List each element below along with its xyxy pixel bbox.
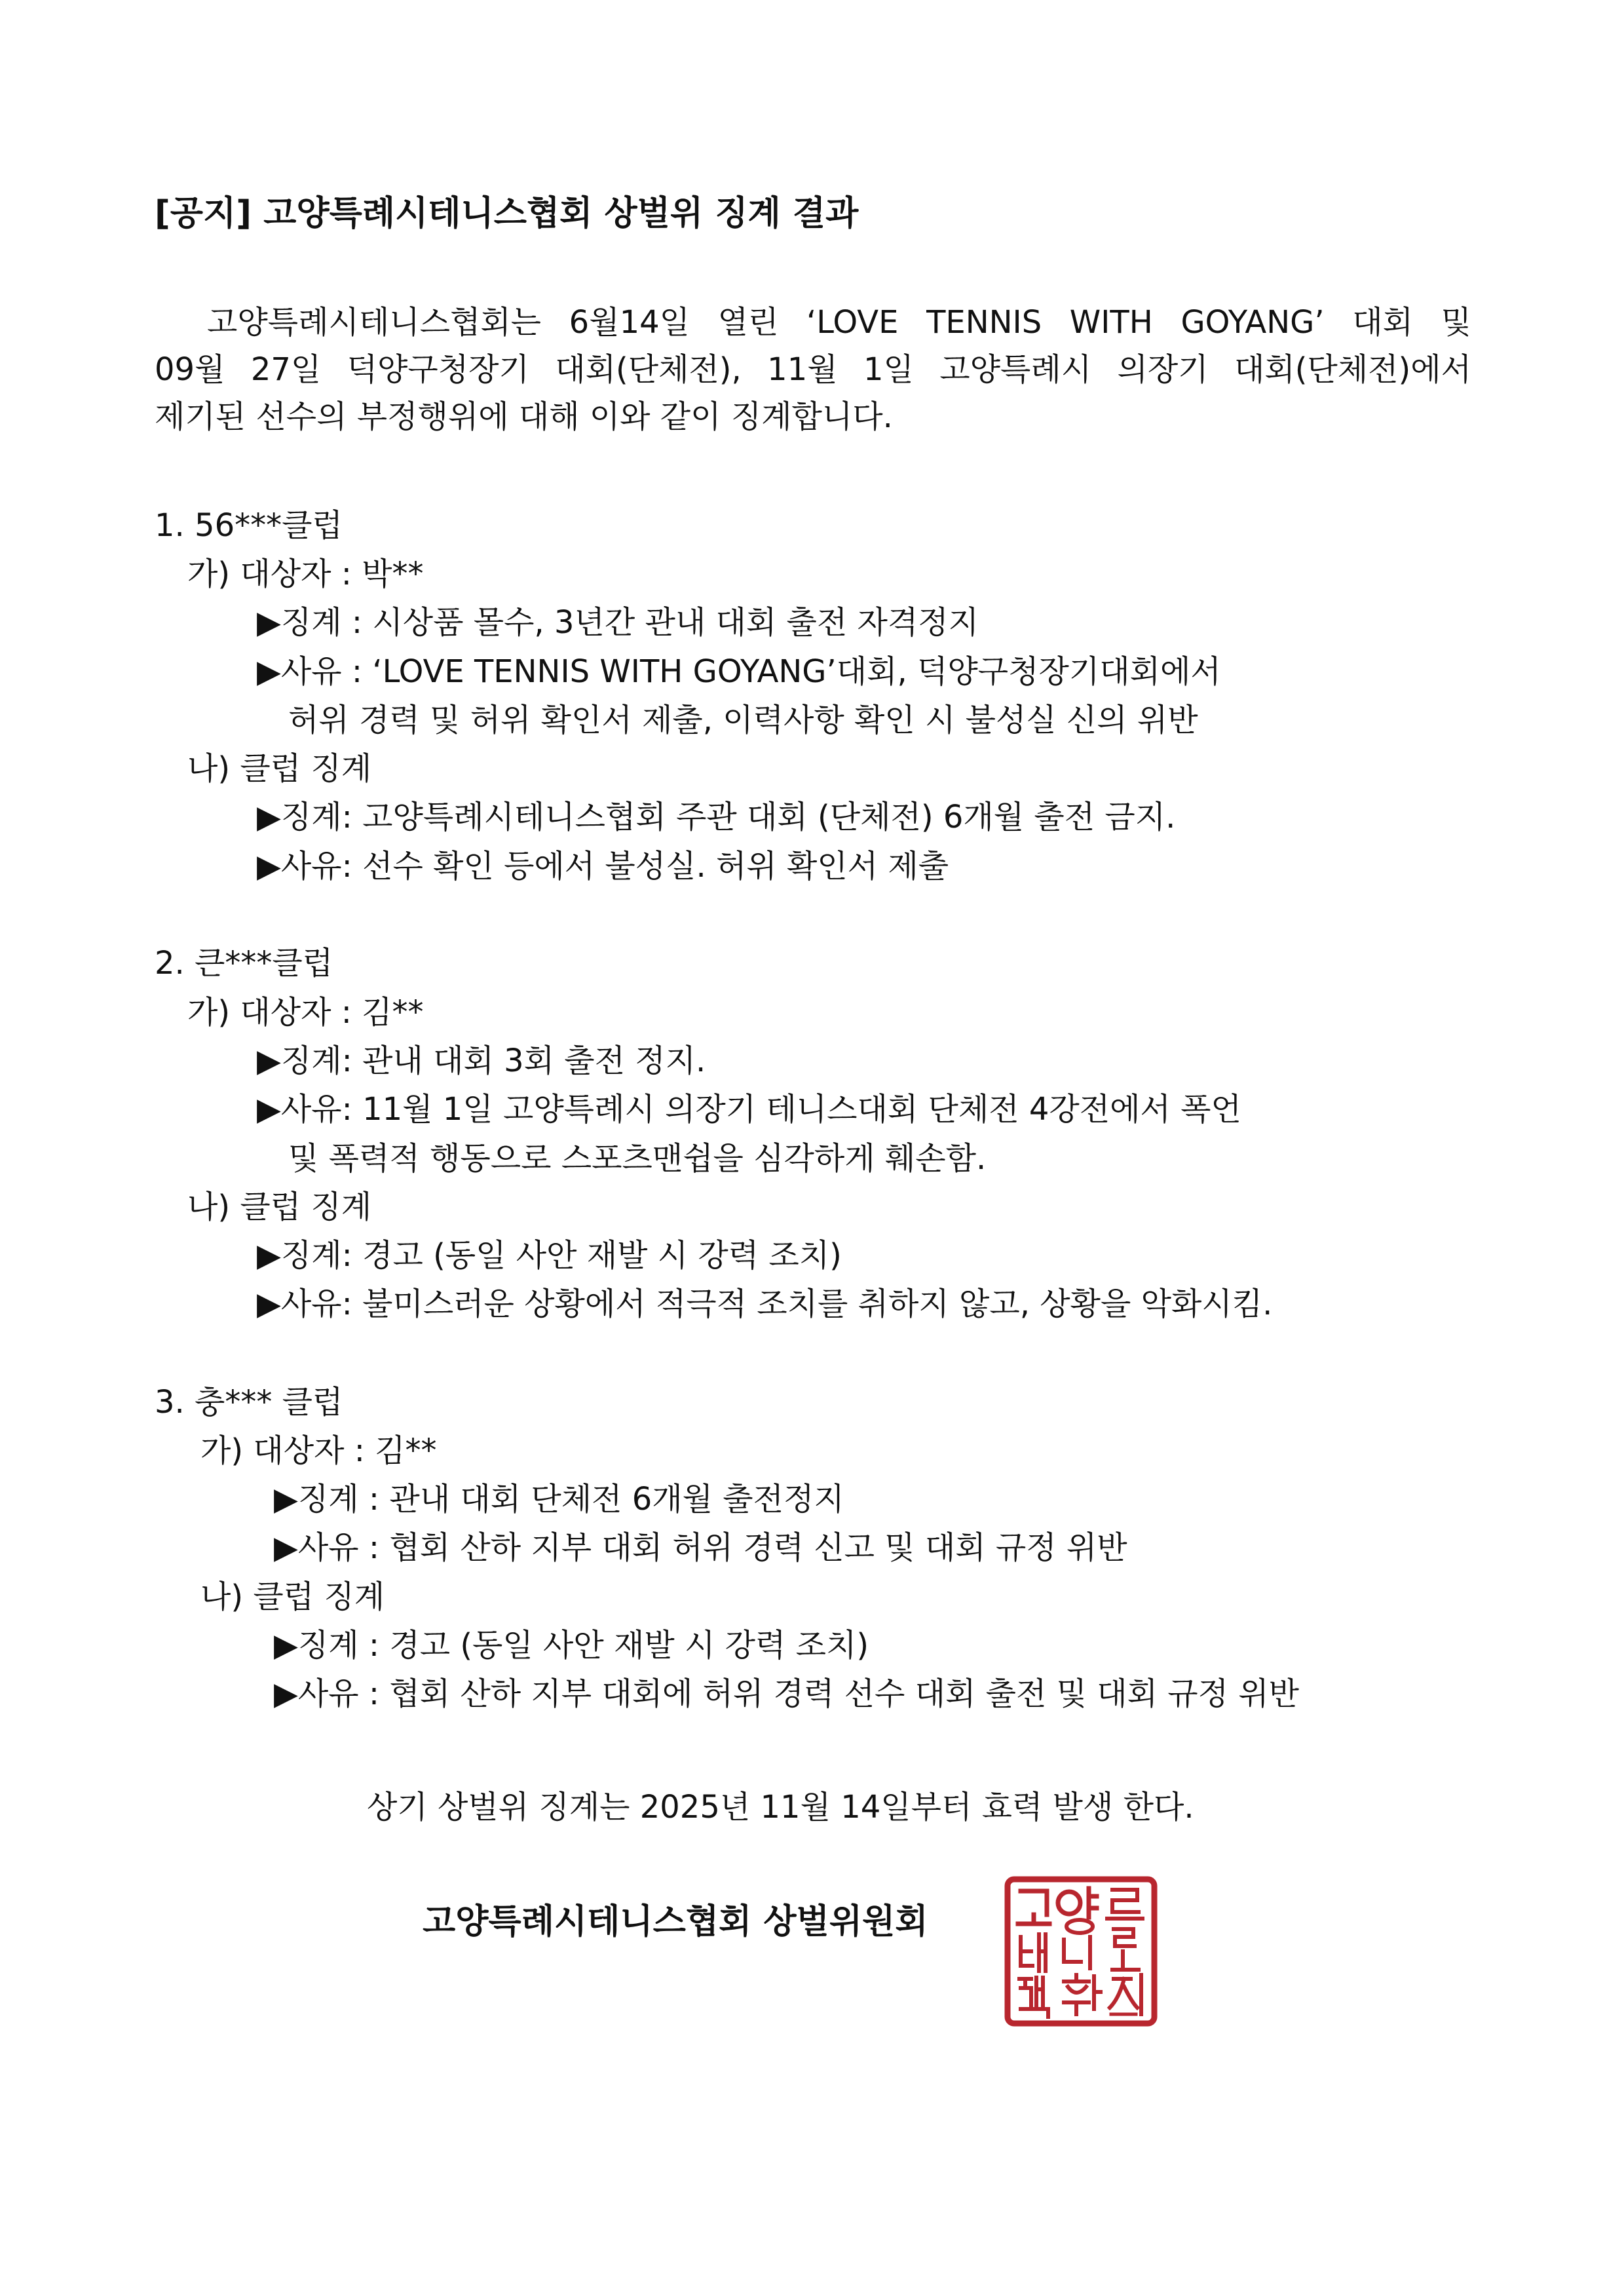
section-1-club-penalty: ▶징계: 고양특례시테니스협회 주관 대회 (단체전) 6개월 출전 금지. (257, 799, 1176, 835)
intro-line-2: 09월 27일 덕양구청장기 대회(단체전), 11월 1일 고양특례시 의장기 대회(단체전)에서 (155, 351, 1471, 388)
section-1-subject-penalty: ▶징계 : 시상품 몰수, 3년간 관내 대회 출전 자격정지 (257, 604, 979, 641)
section-2-subject-penalty: ▶징계: 관내 대회 3회 출전 정지. (257, 1043, 706, 1079)
section-2-heading: 2. 큰***클럽 (155, 945, 333, 982)
effective-date-statement: 상기 상벌위 징계는 2025년 11월 14일부터 효력 발생 한다. (367, 1789, 1194, 1826)
association-seal (1002, 1874, 1160, 2029)
section-1-club-label: 나) 클럽 징계 (187, 750, 372, 787)
section-1-subject-reason: ▶사유 : ‘LOVE TENNIS WITH GOYANG’대회, 덕양구청장기대회에서 (257, 653, 1221, 690)
section-2-subject-reason: ▶사유: 11월 1일 고양특례시 의장기 테니스대회 단체전 4강전에서 폭언 (257, 1091, 1241, 1128)
section-2-club-penalty: ▶징계: 경고 (동일 사안 재발 시 강력 조치) (257, 1237, 842, 1274)
section-3-club-reason: ▶사유 : 협회 산하 지부 대회에 허위 경력 선수 대회 출전 및 대회 규정 위반 (274, 1675, 1300, 1712)
section-3-club-label: 나) 클럽 징계 (200, 1578, 385, 1615)
section-3-subject-reason: ▶사유 : 협회 산하 지부 대회 허위 경력 신고 및 대회 규정 위반 (274, 1529, 1127, 1566)
section-2-subject-label: 가) 대상자 : 김** (187, 994, 424, 1031)
intro-line-3: 제기된 선수의 부정행위에 대해 이와 같이 징계합니다. (155, 398, 893, 435)
section-1-subject-label: 가) 대상자 : 박** (187, 556, 424, 592)
intro-line-1: 고양특례시테니스협회는 6월14일 열린 ‘LOVE TENNIS WITH GOYANG’ 대회 및 (207, 304, 1471, 341)
section-1-subject-reason-cont: 허위 경력 및 허위 확인서 제출, 이력사항 확인 시 불성실 신의 위반 (288, 702, 1198, 738)
section-3-club-penalty: ▶징계 : 경고 (동일 사안 재발 시 강력 조치) (274, 1627, 869, 1664)
section-2-club-reason: ▶사유: 불미스러운 상황에서 적극적 조치를 취하지 않고, 상황을 악화시킴. (257, 1286, 1273, 1322)
section-1-heading: 1. 56***클럽 (155, 507, 343, 544)
section-3-subject-penalty: ▶징계 : 관내 대회 단체전 6개월 출전정지 (274, 1481, 844, 1518)
section-2-club-label: 나) 클럽 징계 (187, 1189, 372, 1225)
signature-committee: 고양특례시테니스협회 상벌위원회 (423, 1902, 928, 1942)
section-1-club-reason: ▶사유: 선수 확인 등에서 불성실. 허위 확인서 제출 (257, 848, 949, 885)
section-3-subject-label: 가) 대상자 : 김** (200, 1432, 437, 1469)
section-3-heading: 3. 충*** 클럽 (155, 1384, 343, 1421)
section-2-subject-reason-cont: 및 폭력적 행동으로 스포츠맨쉽을 심각하게 훼손함. (288, 1140, 987, 1177)
document-title: [공지] 고양특례시테니스협회 상벌위 징계 결과 (155, 194, 859, 233)
